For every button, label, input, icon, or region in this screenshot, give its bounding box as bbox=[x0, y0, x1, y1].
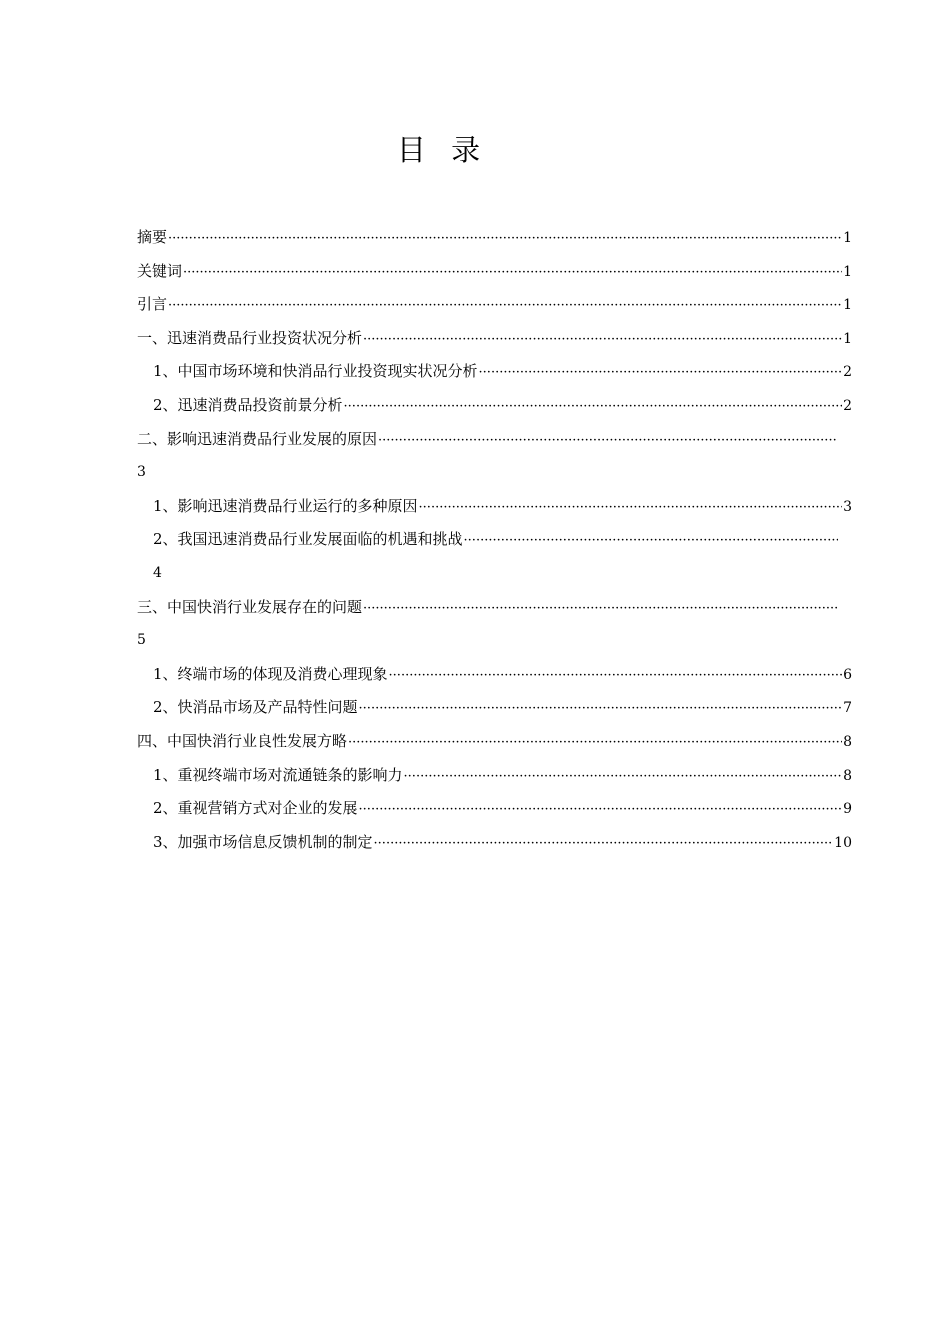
dot-leader bbox=[348, 732, 842, 754]
toc-list bbox=[137, 226, 852, 864]
toc-entry-page-wrapped: 3 bbox=[137, 464, 146, 481]
toc-entry-page-wrapped: 5 bbox=[137, 632, 146, 649]
dot-leader bbox=[363, 598, 838, 620]
toc-subentry bbox=[137, 394, 852, 428]
toc-subentry bbox=[137, 495, 852, 529]
toc-entry bbox=[137, 596, 852, 630]
dot-leader bbox=[404, 766, 843, 788]
toc-entry-label: 2、我国迅速消费品行业发展面临的机遇和挑战 bbox=[153, 530, 463, 549]
toc-entry-page: 1 bbox=[843, 263, 852, 280]
dot-leader bbox=[344, 396, 843, 418]
toc-entry-label: 关键词 bbox=[137, 261, 183, 280]
toc-subentry bbox=[137, 797, 852, 831]
toc-title: 目 录 bbox=[396, 133, 489, 167]
dot-leader bbox=[419, 497, 843, 519]
toc-entry-label: 二、影响迅速消费品行业发展的原因 bbox=[137, 429, 378, 448]
toc-entry-label: 四、中国快消行业良性发展方略 bbox=[137, 731, 348, 750]
toc-entry-label: 2、迅速消费品投资前景分析 bbox=[153, 395, 343, 414]
toc-subentry bbox=[137, 360, 852, 394]
toc-entry-label: 引言 bbox=[137, 295, 168, 314]
toc-entry-page: 3 bbox=[843, 498, 852, 515]
toc-entry-label: 2、重视营销方式对企业的发展 bbox=[153, 799, 358, 818]
toc-entry-label: 三、中国快消行业发展存在的问题 bbox=[137, 597, 363, 616]
toc-entry-label: 一、迅速消费品行业投资状况分析 bbox=[137, 328, 363, 347]
toc-entry-label: 1、影响迅速消费品行业运行的多种原因 bbox=[153, 496, 418, 515]
toc-subentry bbox=[137, 696, 852, 730]
toc-subentry bbox=[137, 831, 852, 865]
toc-entry-page: 7 bbox=[843, 700, 852, 717]
toc-entry-label: 3、加强市场信息反馈机制的制定 bbox=[153, 832, 373, 851]
toc-entry-page: 2 bbox=[843, 364, 852, 381]
dot-leader bbox=[389, 665, 843, 687]
toc-entry-page: 10 bbox=[834, 834, 852, 851]
toc-subentry bbox=[137, 663, 852, 697]
toc-entry bbox=[137, 260, 852, 294]
toc-entry-page: 1 bbox=[843, 230, 852, 246]
toc-subentry bbox=[137, 528, 852, 562]
dot-leader bbox=[183, 262, 842, 284]
dot-leader bbox=[359, 698, 843, 720]
toc-entry bbox=[137, 226, 852, 260]
toc-entry-page-wrapped: 4 bbox=[153, 564, 162, 581]
toc-entry-page: 1 bbox=[843, 297, 852, 314]
dot-leader bbox=[464, 530, 838, 552]
toc-entry-label: 1、中国市场环境和快消品行业投资现实状况分析 bbox=[153, 362, 478, 381]
toc-entry-page: 2 bbox=[843, 397, 852, 414]
toc-entry-page: 9 bbox=[843, 801, 852, 818]
dot-leader bbox=[479, 362, 843, 384]
dot-leader bbox=[168, 228, 842, 250]
toc-entry-label: 1、重视终端市场对流通链条的影响力 bbox=[153, 765, 403, 784]
dot-leader bbox=[359, 799, 843, 821]
toc-entry bbox=[137, 327, 852, 361]
toc-subentry bbox=[137, 764, 852, 798]
toc-entry-page: 8 bbox=[843, 767, 852, 784]
toc-entry-label: 1、终端市场的体现及消费心理现象 bbox=[153, 664, 388, 683]
toc-entry-label: 摘要 bbox=[137, 228, 168, 246]
dot-leader bbox=[378, 430, 838, 452]
toc-entry-label: 2、快消品市场及产品特性问题 bbox=[153, 698, 358, 717]
toc-entry-page: 1 bbox=[843, 330, 852, 347]
toc-entry bbox=[137, 428, 852, 462]
toc-entry bbox=[137, 293, 852, 327]
dot-leader bbox=[363, 329, 842, 351]
dot-leader bbox=[374, 833, 834, 855]
toc-entry-page: 6 bbox=[843, 666, 852, 683]
toc-entry bbox=[137, 730, 852, 764]
dot-leader bbox=[168, 295, 842, 317]
toc-entry-page: 8 bbox=[843, 733, 852, 750]
